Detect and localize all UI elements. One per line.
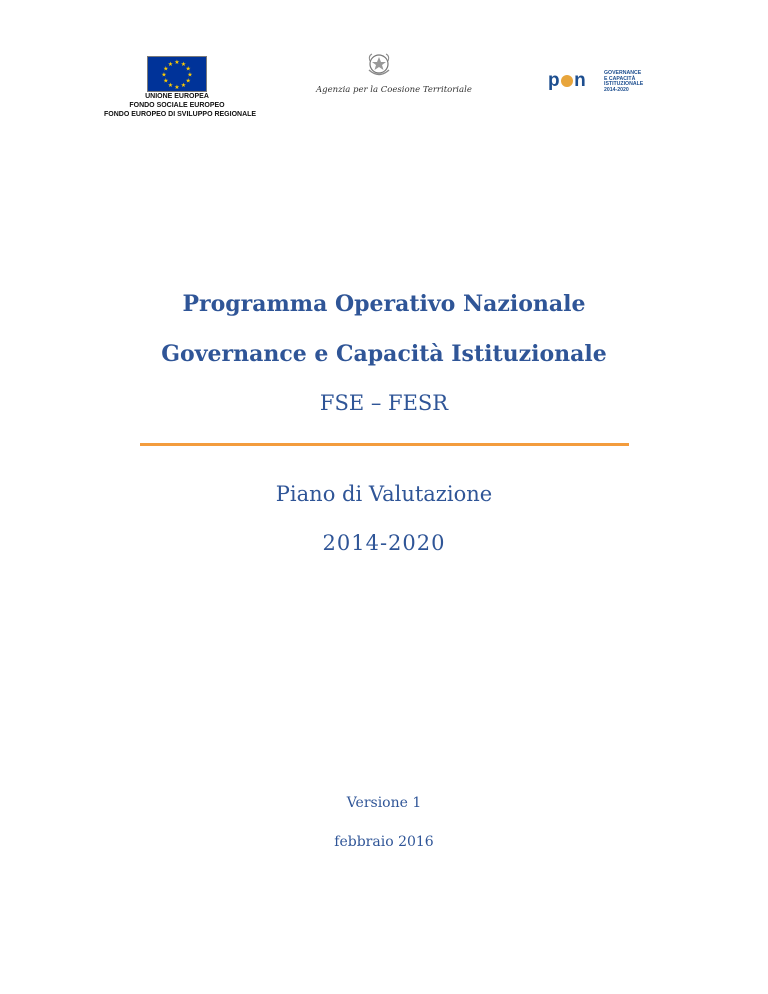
svg-text:★: ★ xyxy=(163,77,169,85)
pon-letter-n: n xyxy=(574,70,587,91)
eu-caption-line3: FONDO EUROPEO DI SVILUPPO REGIONALE xyxy=(104,111,257,118)
title-line-2: Governance e Capacità Istituzionale xyxy=(161,341,607,367)
pon-wordmark xyxy=(548,70,586,92)
version-label: Versione 1 xyxy=(346,795,422,811)
pon-logo xyxy=(548,70,648,94)
svg-text:★: ★ xyxy=(163,65,169,73)
eu-caption-line1: UNIONE EUROPEA xyxy=(145,93,209,100)
title-line-3: FSE – FESR xyxy=(319,391,449,415)
eu-flag-icon xyxy=(147,56,207,92)
agency-name: Agenzia per la Coesione Territoriale xyxy=(316,85,472,95)
agency-logo xyxy=(316,52,472,95)
svg-text:★: ★ xyxy=(161,71,167,79)
date-label: febbraio 2016 xyxy=(334,834,434,850)
svg-text:★: ★ xyxy=(185,65,191,73)
svg-text:★: ★ xyxy=(167,60,174,68)
eu-caption-line2: FONDO SOCIALE EUROPEO xyxy=(129,102,225,109)
svg-text:★: ★ xyxy=(187,71,193,79)
subtitle-line-1: Piano di Valutazione xyxy=(275,482,493,506)
pon-caption: GOVERNANCE E CAPACITÀ ISTITUZIONALE 2014-2020 xyxy=(604,70,644,93)
subtitle-line-2: 2014-2020 xyxy=(322,531,446,555)
pon-dot-icon xyxy=(561,75,573,87)
italian-republic-emblem-icon xyxy=(365,52,393,78)
svg-text:★: ★ xyxy=(180,60,187,68)
title-line-1: Programma Operativo Nazionale xyxy=(182,291,586,317)
svg-text:★: ★ xyxy=(185,77,191,85)
pon-letter-p: p xyxy=(548,70,561,91)
svg-text:★: ★ xyxy=(174,59,180,66)
header-logos xyxy=(0,52,768,122)
svg-text:★: ★ xyxy=(180,82,187,90)
svg-text:★: ★ xyxy=(174,84,180,91)
svg-text:★: ★ xyxy=(167,82,174,90)
eu-logo xyxy=(104,56,257,119)
orange-divider xyxy=(140,443,629,446)
